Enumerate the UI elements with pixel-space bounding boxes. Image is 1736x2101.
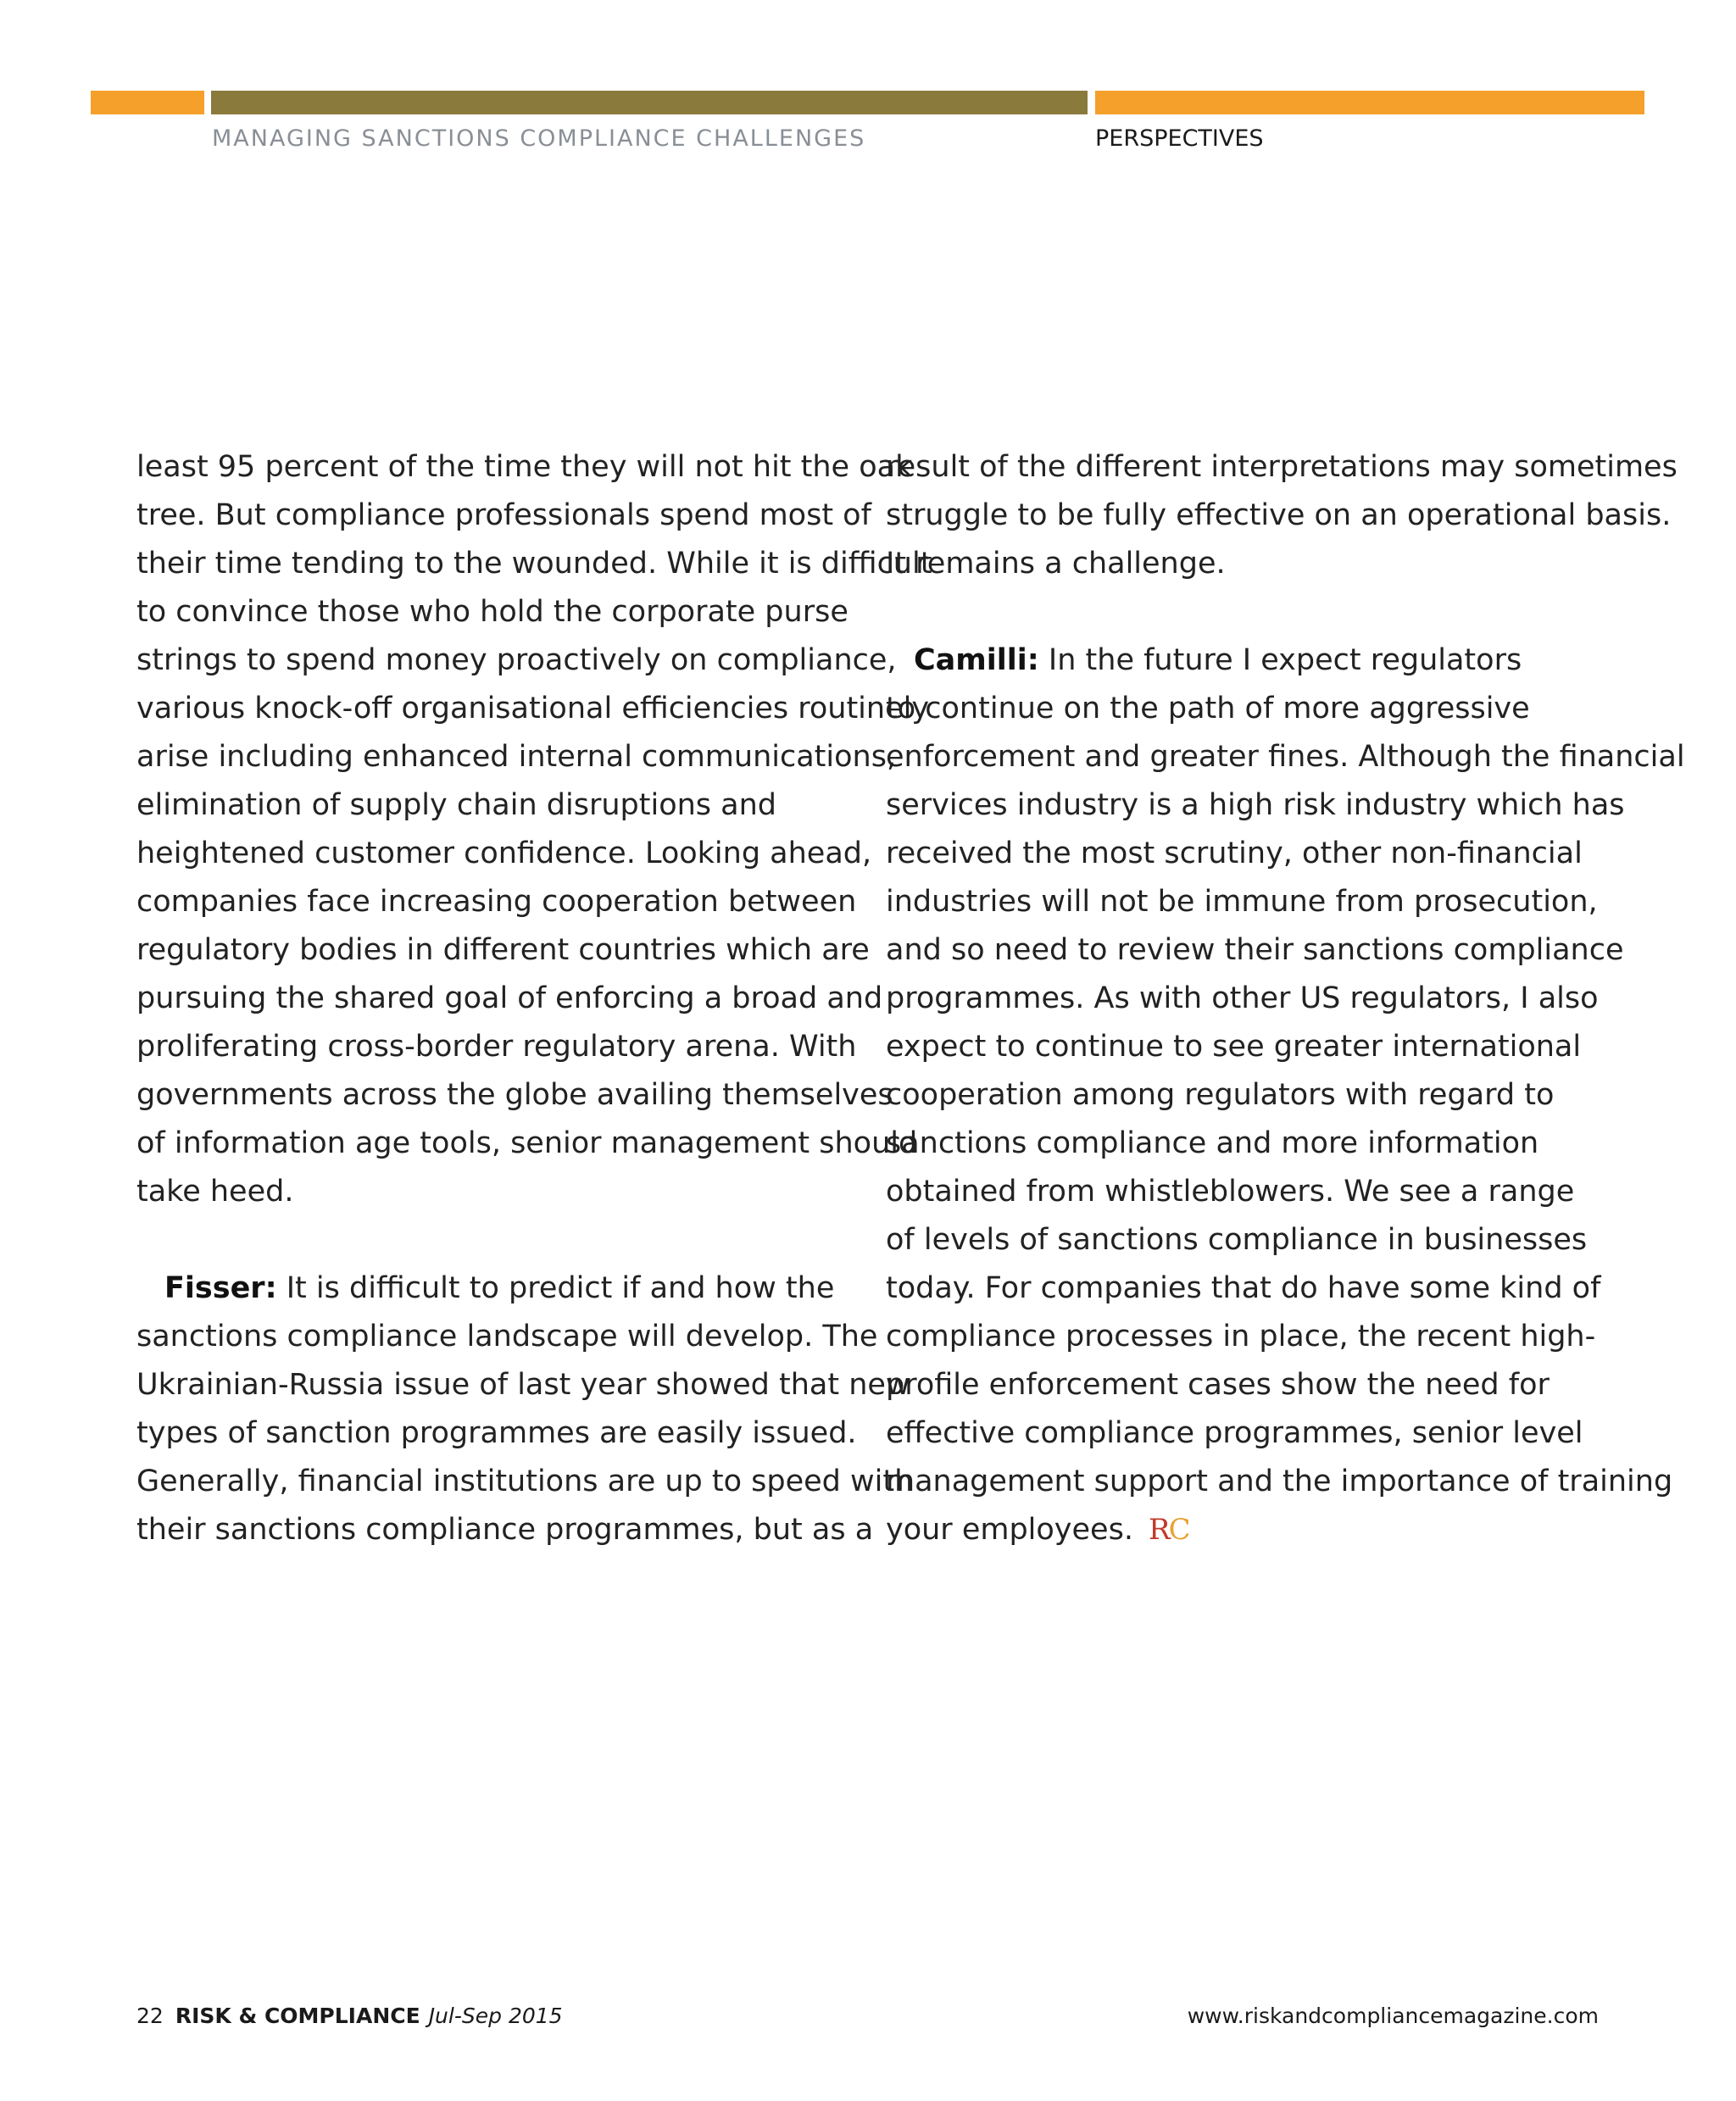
- text-span: It is difficult to predict if and how the: [286, 1271, 835, 1305]
- text-line: sanctions compliance landscape will develop. The: [136, 1320, 878, 1353]
- text-line: and so need to review their sanctions compliance: [886, 933, 1624, 967]
- text-line: industries will not be immune from prosecution,: [886, 885, 1598, 919]
- text-line: their sanctions compliance programmes, but as a: [136, 1513, 874, 1547]
- publication-name: RISK & COMPLIANCE: [175, 2004, 420, 2028]
- right-column: [886, 443, 1685, 1554]
- text-line: least 95 percent of the time they will not hit the oak: [136, 450, 913, 484]
- paragraph-camilli: [886, 636, 1685, 1554]
- text-line: to convince those who hold the corporate purse: [136, 595, 849, 629]
- text-line: programmes. As with other US regulators, I also: [886, 981, 1599, 1015]
- header-accent-bar-right: [1095, 91, 1644, 114]
- speaker-name: Fisser:: [164, 1271, 277, 1305]
- text-line: heightened customer confidence. Looking ahead,: [136, 837, 872, 870]
- text-line: expect to continue to see greater international: [886, 1030, 1582, 1064]
- text-line: received the most scrutiny, other non-financial: [886, 837, 1583, 870]
- text-line: to continue on the path of more aggressive: [886, 692, 1530, 725]
- text-line: It remains a challenge.: [886, 547, 1226, 581]
- section-label: PERSPECTIVES: [1095, 125, 1264, 152]
- text-line: enforcement and greater fines. Although the financial: [886, 740, 1685, 774]
- text-line: regulatory bodies in different countries which are: [136, 933, 870, 967]
- text-line: cooperation among regulators with regard to: [886, 1078, 1555, 1112]
- text-line: effective compliance programmes, senior level: [886, 1416, 1583, 1450]
- text-line: struggle to be fully effective on an operational basis.: [886, 498, 1672, 532]
- rc-logo-c: C: [1168, 1513, 1189, 1547]
- text-line: companies face increasing cooperation between: [136, 885, 857, 919]
- text-line: pursuing the shared goal of enforcing a broad and: [136, 981, 883, 1015]
- text-line: [886, 1506, 1611, 1554]
- text-line: [136, 1264, 862, 1313]
- paragraph-fisser: [136, 1264, 914, 1554]
- text-line: [886, 636, 1611, 685]
- section-title: MANAGING SANCTIONS COMPLIANCE CHALLENGES: [212, 125, 866, 152]
- text-line: types of sanction programmes are easily issued.: [136, 1416, 857, 1450]
- text-span: your employees.: [886, 1513, 1133, 1547]
- footer-left: [136, 2004, 563, 2028]
- text-line: proliferating cross-border regulatory arena. With: [136, 1030, 857, 1064]
- page-number: 22: [136, 2004, 164, 2028]
- speaker-name: Camilli:: [914, 643, 1039, 677]
- text-line: of levels of sanctions compliance in businesses: [886, 1223, 1588, 1257]
- rc-logo-mark: [1149, 1513, 1189, 1547]
- text-line: strings to spend money proactively on compliance,: [136, 643, 897, 677]
- header-accent-bar-left: [91, 91, 204, 114]
- text-line: their time tending to the wounded. While it is difficult: [136, 547, 932, 581]
- text-line: management support and the importance of training: [886, 1465, 1673, 1498]
- text-line: obtained from whistleblowers. We see a range: [886, 1175, 1575, 1209]
- text-line: tree. But compliance professionals spend most of: [136, 498, 871, 532]
- paragraph: [886, 443, 1678, 588]
- text-line: various knock-off organisational efficiencies routinely: [136, 692, 930, 725]
- text-span: In the future I expect regulators: [1048, 643, 1522, 677]
- left-column: [136, 443, 932, 1554]
- text-line: elimination of supply chain disruptions and: [136, 788, 776, 822]
- text-line: sanctions compliance and more information: [886, 1126, 1539, 1160]
- header-accent-bar-middle: [211, 91, 1088, 114]
- text-line: arise including enhanced internal communications,: [136, 740, 897, 774]
- text-line: compliance processes in place, the recent high-: [886, 1320, 1596, 1353]
- paragraph: [136, 443, 932, 1216]
- text-line: governments across the globe availing themselves: [136, 1078, 893, 1112]
- text-line: of information age tools, senior management should: [136, 1126, 918, 1160]
- text-line: Ukrainian-Russia issue of last year showed that new: [136, 1368, 910, 1402]
- text-line: profile enforcement cases show the need for: [886, 1368, 1550, 1402]
- text-line: take heed.: [136, 1175, 294, 1209]
- text-line: result of the different interpretations may sometimes: [886, 450, 1678, 484]
- website-link[interactable]: www.riskandcompliancemagazine.com: [1187, 2004, 1599, 2028]
- text-line: today. For companies that do have some kind of: [886, 1271, 1601, 1305]
- text-line: Generally, financial institutions are up to speed with: [136, 1465, 914, 1498]
- rc-logo-r: R: [1148, 1513, 1169, 1547]
- issue-date: Jul-Sep 2015: [428, 2004, 563, 2028]
- text-line: services industry is a high risk industry which has: [886, 788, 1625, 822]
